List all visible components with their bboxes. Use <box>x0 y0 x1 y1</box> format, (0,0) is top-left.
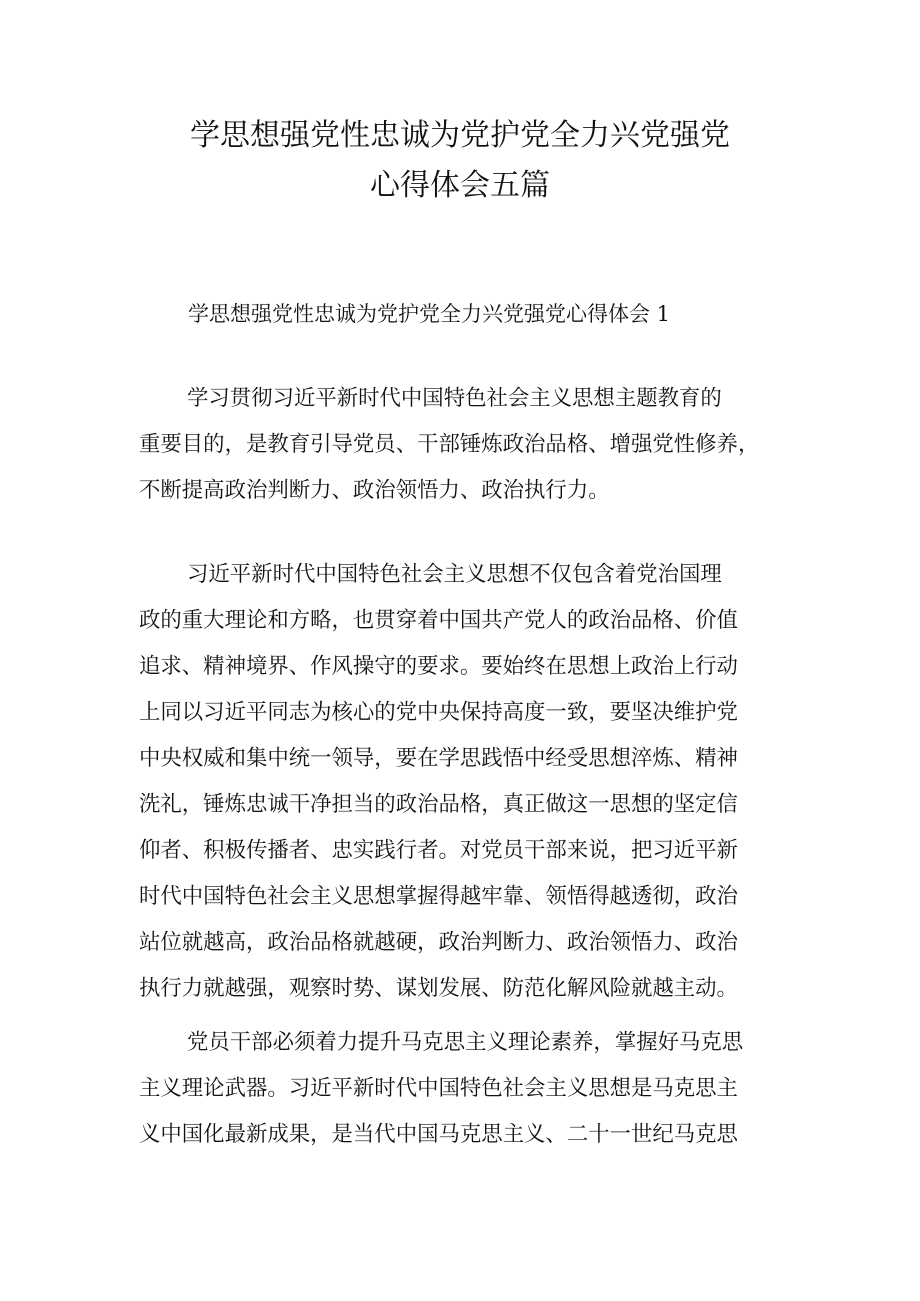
paragraph-line: 中央权威和集中统一领导，要在学思践悟中经受思想淬炼、精神 <box>139 746 738 771</box>
paragraph-line: 学习贯彻习近平新时代中国特色社会主义思想主题教育的 <box>187 386 722 411</box>
paragraph-3 <box>139 1020 799 1158</box>
paragraph-line: 站位就越高，政治品格就越硬，政治判断力、政治领悟力、政治 <box>139 930 738 955</box>
paragraph-2 <box>139 552 799 1012</box>
paragraph-line: 义中国化最新成果，是当代中国马克思主义、二十一世纪马克思 <box>139 1122 738 1147</box>
paragraph-line: 习近平新时代中国特色社会主义思想不仅包含着党治国理 <box>187 562 722 587</box>
paragraph-line: 重要目的，是教育引导党员、干部锤炼政治品格、增强党性修养， <box>139 432 760 457</box>
paragraph-line: 时代中国特色社会主义思想掌握得越牢靠、领悟得越透彻，政治 <box>139 884 738 909</box>
paragraph-line: 主义理论武器。习近平新时代中国特色社会主义思想是马克思主 <box>139 1076 738 1101</box>
paragraph-line: 党员干部必须着力提升马克思主义理论素养，掌握好马克思 <box>187 1030 744 1055</box>
paragraph-line: 不断提高政治判断力、政治领悟力、政治执行力。 <box>139 478 610 503</box>
document-title-line-1: 学思想强党性忠诚为党护党全力兴党强党 <box>190 118 730 153</box>
paragraph-line: 上同以习近平同志为核心的党中央保持高度一致，要坚决维护党 <box>139 700 738 725</box>
document-title-line-2: 心得体会五篇 <box>370 168 550 203</box>
paragraph-line: 追求、精神境界、作风操守的要求。要始终在思想上政治上行动 <box>139 654 738 679</box>
paragraph-line: 仰者、积极传播者、忠实践行者。对党员干部来说，把习近平新 <box>139 838 738 863</box>
paragraph-1 <box>139 376 799 514</box>
paragraph-line: 政的重大理论和方略，也贯穿着中国共产党人的政治品格、价值 <box>139 608 738 633</box>
paragraph-line: 执行力就越强，观察时势、谋划发展、防范化解风险就越主动。 <box>139 976 738 1001</box>
section-heading: 学思想强党性忠诚为党护党全力兴党强党心得体会 1 <box>188 302 671 326</box>
paragraph-line: 洗礼，锤炼忠诚干净担当的政治品格，真正做这一思想的坚定信 <box>139 792 738 817</box>
